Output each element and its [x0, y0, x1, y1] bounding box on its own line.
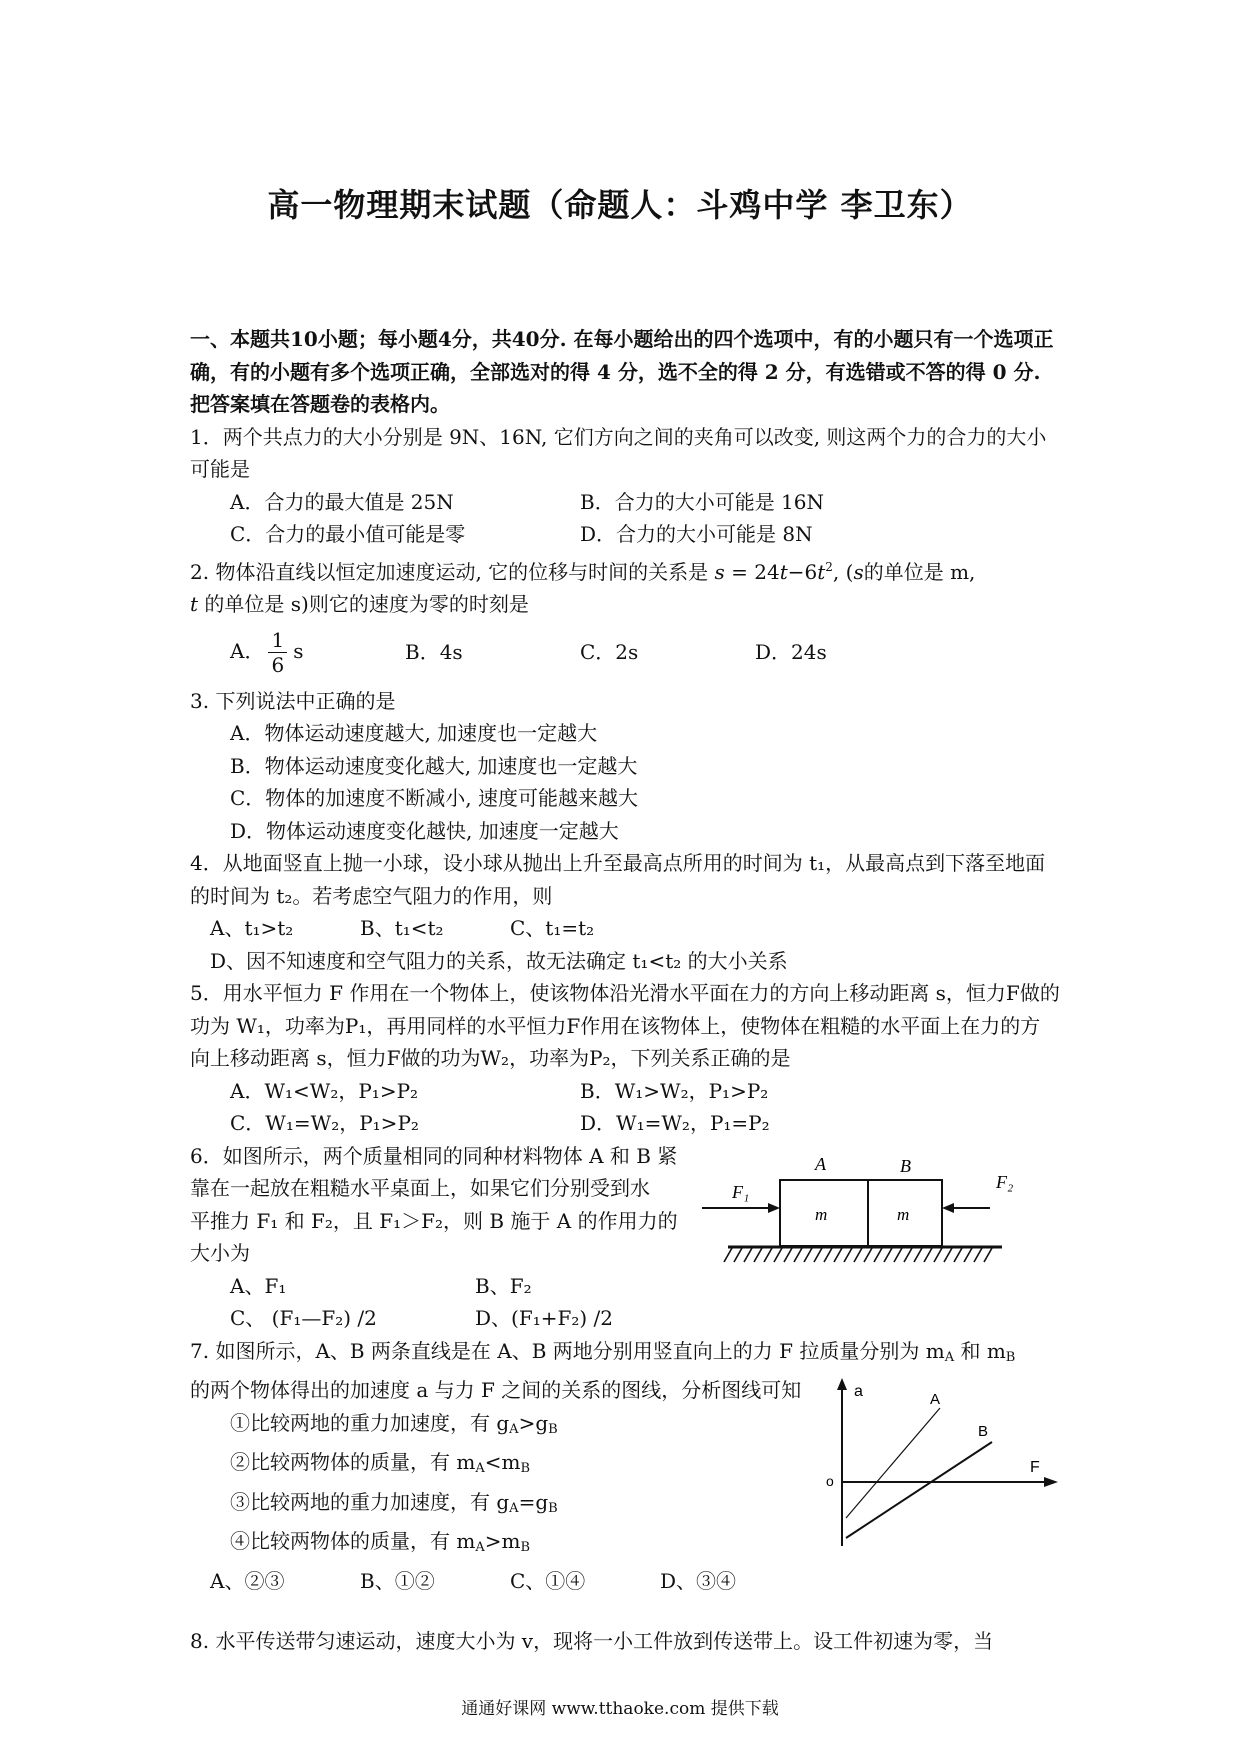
force-f1-label: F₁ — [732, 1182, 750, 1202]
q7-stem-line2: 的两个物体得出的加速度 a 与力 F 之间的关系的图线，分析图线可知 — [190, 1378, 802, 1402]
q7-s3-sub-b: B — [548, 1500, 558, 1516]
q7-s2-mid: <m — [484, 1450, 521, 1474]
hatch-mark — [934, 1248, 942, 1262]
q2-formula-s: s — [714, 559, 725, 584]
hatch-mark — [914, 1248, 922, 1262]
q6-stem-line2: 靠在一起放在粗糙水平桌面上，如果它们分别受到水 — [190, 1176, 650, 1200]
q6-option-b: B、F₂ — [475, 1273, 532, 1298]
q2-option-a-denominator: 6 — [271, 653, 285, 677]
q4-options-row1 — [190, 912, 1060, 945]
hatch-mark — [804, 1248, 812, 1262]
q7-stem-and: 和 m — [954, 1338, 1006, 1363]
q1-options-row2 — [190, 518, 1060, 551]
q7-stem-line1: 7. 如图所示，A、B 两条直线是在 A、B 两地分别用竖直向上的力 F 拉质量分别为 m — [190, 1338, 945, 1363]
q4-option-d: D、因不知速度和空气阻力的关系，故无法确定 t₁<t₂ 的大小关系 — [210, 948, 788, 973]
x-axis-arrowhead — [1044, 1477, 1058, 1487]
q5-option-c: C．W₁=W₂，P₁>P₂ — [230, 1111, 419, 1135]
q2-unit-s-text: 的单位是 m, — [863, 559, 976, 584]
q4-option-a: A、t₁>t₂ — [210, 916, 294, 940]
hatch-mark — [844, 1248, 852, 1262]
hatch-mark — [744, 1248, 752, 1262]
hatch-mark — [774, 1248, 782, 1262]
q7-option-c: C、①④ — [510, 1568, 586, 1593]
q7-s2-pre: ②比较两物体的质量，有 m — [230, 1450, 476, 1474]
hatch-mark — [894, 1248, 902, 1262]
q7-figure-graph — [810, 1378, 1060, 1548]
q2-option-a — [230, 628, 405, 677]
q6-label-b: B — [900, 1156, 911, 1176]
hatch-mark — [864, 1248, 872, 1262]
q7-s1-sub-a: A — [509, 1421, 519, 1437]
hatch-mark — [734, 1248, 742, 1262]
q5-options-row2 — [190, 1107, 1060, 1140]
block-a-mass: m — [815, 1205, 828, 1224]
q5-option-b: B．W₁>W₂，P₁>P₂ — [580, 1078, 769, 1103]
hatch-mark — [824, 1248, 832, 1262]
q3-option-b: B．物体运动速度变化越大, 加速度也一定越大 — [230, 753, 638, 778]
q1-option-b: B．合力的大小可能是 16N — [580, 489, 825, 514]
q7-s4-sub-b: B — [520, 1540, 531, 1555]
q7-s2-sub-a: A — [475, 1461, 485, 1476]
q5-option-d: D．W₁=W₂，P₁=P₂ — [580, 1111, 770, 1135]
hatch-mark — [764, 1248, 772, 1262]
q8-stem: 8. 水平传送带匀速运动，速度大小为 v，现将一小工件放到传送带上。设工件初速为零，当 — [190, 1629, 994, 1653]
origin-label: o — [826, 1473, 834, 1489]
q1-stem: 1．两个共点力的大小分别是 9N、16N, 它们方向之间的夹角可以改变, 则这两个力的合力的大小可能是 — [190, 424, 1047, 481]
q1-option-d: D．合力的大小可能是 8N — [580, 522, 813, 546]
q7-s4-mid: >m — [484, 1529, 521, 1553]
q7-s1-mid: >g — [518, 1410, 549, 1435]
hatch-mark — [724, 1248, 732, 1262]
hatch-mark — [904, 1248, 912, 1262]
q2-unit-s-var: s — [853, 559, 864, 584]
q2-option-c: C．2s — [580, 640, 639, 665]
page-footer: 通通好课网 www.tthaoke.com 提供下载 — [461, 1699, 779, 1719]
hatch-mark — [814, 1248, 822, 1262]
block-b-mass: m — [897, 1205, 910, 1224]
q7-s3-pre: ③比较两地的重力加速度，有 g — [230, 1489, 510, 1514]
q1-option-a: A．合力的最大值是 25N — [230, 489, 454, 514]
q7-option-a: A、②③ — [210, 1568, 285, 1593]
line-b — [846, 1442, 992, 1538]
q6-stem — [190, 1140, 710, 1270]
y-axis-label: a — [854, 1383, 863, 1400]
q3-option-c: C．物体的加速度不断减小, 速度可能越来越大 — [230, 786, 639, 810]
q2-stem-pre: 2. 物体沿直线以恒定加速度运动, 它的位移与时间的关系是 — [190, 559, 709, 584]
q2-option-a-unit: s — [293, 639, 304, 663]
q7-option-b: B、①② — [360, 1568, 435, 1593]
force-f2-label: F₂ — [996, 1172, 1014, 1192]
force-f2-arrowhead — [942, 1203, 954, 1213]
q7-stem-sub-b: B — [1005, 1349, 1016, 1365]
q2-formula-mid: = 24 — [724, 559, 780, 584]
q7-stem-sub-a: A — [944, 1349, 955, 1365]
q2-option-a-numerator: 1 — [268, 628, 287, 653]
q6-option-a: A、F₁ — [230, 1273, 287, 1298]
q7-s4-sub-a: A — [475, 1540, 485, 1555]
q2-unit-t-var: t — [190, 592, 199, 616]
q7-s3-sub-a: A — [509, 1500, 519, 1516]
q6-options-row1 — [190, 1270, 1060, 1303]
q3-option-a: A．物体运动速度越大, 加速度也一定越大 — [230, 721, 598, 745]
q5-option-a: A．W₁<W₂，P₁>P₂ — [230, 1078, 419, 1103]
q7-s4-pre: ④比较两物体的质量，有 m — [230, 1529, 476, 1553]
hatch-mark — [944, 1248, 952, 1262]
y-axis-arrowhead — [837, 1378, 847, 1390]
q5-stem: 5．用水平恒力 F 作用在一个物体上，使该物体沿光滑水平面在力的方向上移动距离 s，恒力F做的功为 W₁，功率为P₁，再用同样的水平恒力F作用在该物体上，使物体在粗糙的水平面上在力的方向上移动距离 s，恒力F做的功为W₂，功率为P₂，下列关系正确的是 — [190, 981, 1060, 1070]
spacer — [190, 1597, 1060, 1625]
q2-stem — [190, 551, 1060, 621]
q5-options-row1 — [190, 1075, 1060, 1108]
q6-options-row2 — [190, 1302, 1060, 1335]
line-a — [846, 1408, 940, 1518]
q4-option-c: C、t₁=t₂ — [510, 916, 595, 940]
hatch-mark — [984, 1248, 992, 1262]
x-axis-label: F — [1030, 1459, 1040, 1476]
q2-formula-t1: t — [779, 559, 788, 584]
hatch-mark — [974, 1248, 982, 1262]
q2-options — [190, 621, 1060, 685]
hatch-mark — [754, 1248, 762, 1262]
page-title: 高一物理期末试题（命题人：斗鸡中学 李卫东） — [267, 186, 973, 224]
hatch-mark — [784, 1248, 792, 1262]
q2-formula-minus: −6 — [787, 559, 818, 584]
q2-option-b: B．4s — [405, 640, 463, 665]
force-f1-arrowhead — [768, 1203, 780, 1213]
q7-s2-sub-b: B — [520, 1461, 531, 1476]
q6-stem-line1: 6．如图所示，两个质量相同的同种材料物体 A 和 B 紧 — [190, 1143, 678, 1168]
q2-unit-t-text: 的单位是 s)则它的速度为零的时刻是 — [204, 592, 529, 616]
ground-hatching — [724, 1248, 992, 1262]
line-b-label: B — [978, 1423, 989, 1440]
hatch-mark — [834, 1248, 842, 1262]
q6-stem-line4: 大小为 — [190, 1241, 250, 1265]
q3-option-d: D．物体运动速度变化越快, 加速度一定越大 — [230, 818, 619, 843]
q4-stem: 4．从地面竖直上抛一小球，设小球从抛出上升至最高点所用的时间为 t₁，从最高点到下落至地面的时间为 t₂。若考虑空气阻力的作用，则 — [190, 851, 1046, 908]
hatch-mark — [794, 1248, 802, 1262]
q2-option-d: D．24s — [755, 640, 827, 665]
q7-s1-sub-b: B — [548, 1421, 558, 1437]
hatch-mark — [854, 1248, 862, 1262]
q6-label-a: A — [815, 1154, 826, 1174]
q2-formula-t2: t — [817, 559, 826, 584]
q2-option-a-fraction — [268, 628, 287, 677]
q4-option-b: B、t₁<t₂ — [360, 916, 444, 940]
q3-stem: 3. 下列说法中正确的是 — [190, 688, 396, 713]
section1-instructions: 一、本题共10小题；每小题4分，共40分. 在每小题给出的四个选项中，有的小题只有一个选项正确，有的小题有多个选项正确，全部选对的得 4 分，选不全的得 2 分，有选错或不答的得 0 分.把答案填在答题卷的表格内。 — [190, 327, 1054, 416]
q7-option-d: D、③④ — [660, 1568, 737, 1593]
hatch-mark — [954, 1248, 962, 1262]
q2-formula-exp: 2 — [825, 559, 833, 574]
line-a-label: A — [930, 1391, 941, 1408]
hatch-mark — [964, 1248, 972, 1262]
hatch-mark — [874, 1248, 882, 1262]
q6-option-c: C、 (F₁—F₂) /2 — [230, 1306, 377, 1330]
q7-options — [190, 1565, 1060, 1598]
q7-s1-pre: ①比较两地的重力加速度，有 g — [230, 1410, 510, 1435]
q1-option-c: C．合力的最小值可能是零 — [230, 522, 466, 546]
q2-option-a-label: A． — [230, 639, 265, 663]
q1-options-row1 — [190, 486, 1060, 519]
q6-figure-blocks — [690, 1150, 1040, 1270]
hatch-mark — [924, 1248, 932, 1262]
hatch-mark — [884, 1248, 892, 1262]
q7-s3-mid: =g — [518, 1489, 549, 1514]
q6-option-d: D、(F₁+F₂) /2 — [475, 1306, 614, 1330]
q2-paren: , ( — [832, 559, 854, 584]
q6-stem-line3: 平推力 F₁ 和 F₂，且 F₁＞F₂，则 B 施于 A 的作用力的 — [190, 1208, 678, 1233]
